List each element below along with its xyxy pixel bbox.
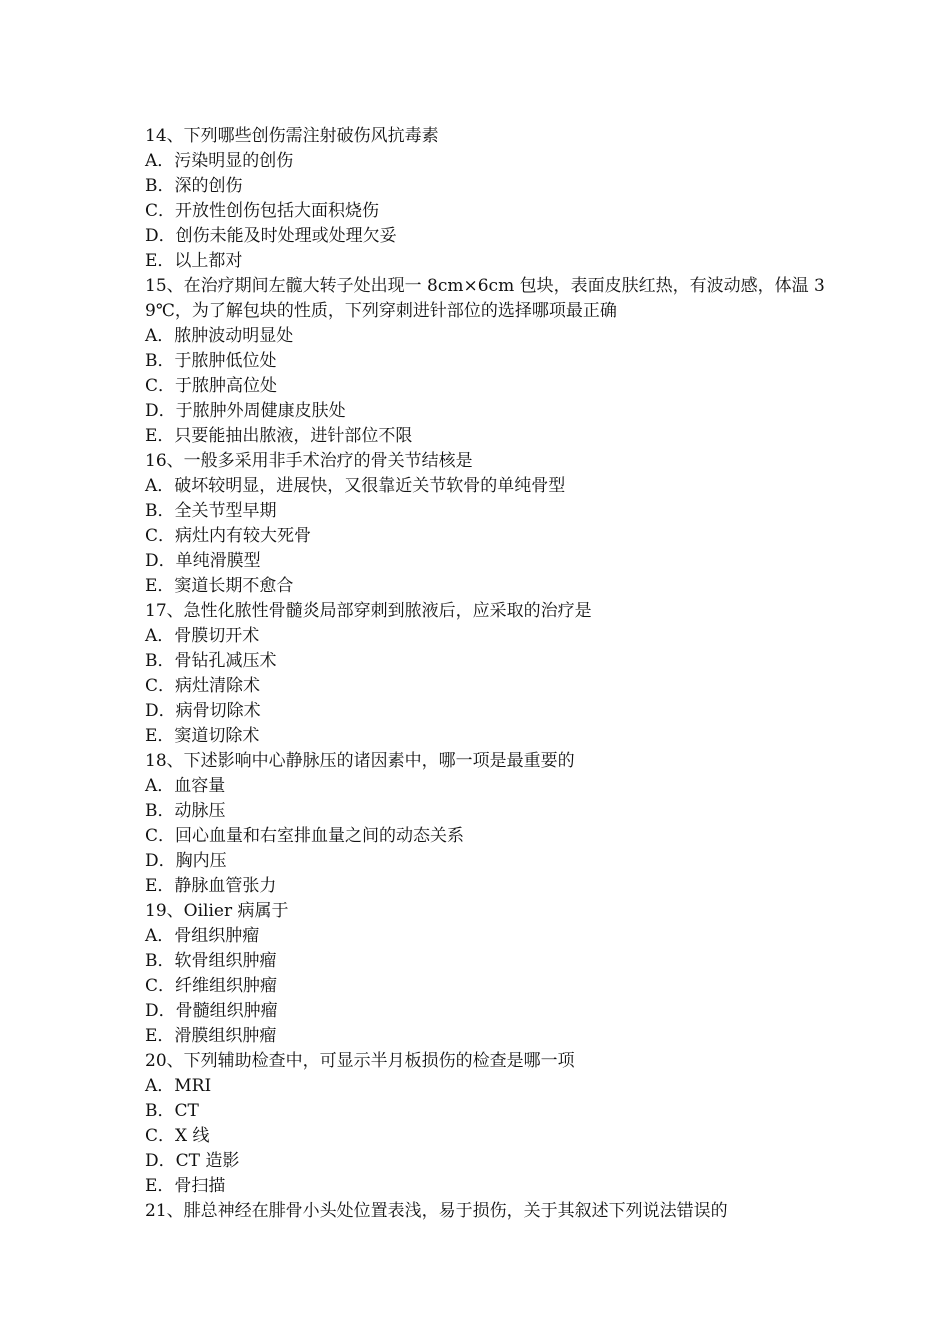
option-b: B．全关节型早期 bbox=[145, 501, 277, 521]
option-a: A．MRI bbox=[145, 1076, 212, 1096]
option-a: A．骨组织肿瘤 bbox=[145, 926, 260, 946]
option-e: E．只要能抽出脓液，进针部位不限 bbox=[145, 426, 413, 446]
option-c: C．于脓肿高位处 bbox=[145, 376, 278, 396]
option-b: B．动脉压 bbox=[145, 801, 226, 821]
option-c: C．病灶内有较大死骨 bbox=[145, 526, 312, 546]
question-16 bbox=[145, 449, 835, 599]
option-d: D．CT 造影 bbox=[145, 1151, 240, 1171]
option-d: D．骨髓组织肿瘤 bbox=[145, 1001, 278, 1021]
question-text: 16、一般多采用非手术治疗的骨关节结核是 bbox=[145, 451, 473, 471]
question-text: 19、Oilier 病属于 bbox=[145, 901, 289, 921]
option-a: A．脓肿波动明显处 bbox=[145, 326, 294, 346]
option-a: A．骨膜切开术 bbox=[145, 626, 260, 646]
option-d: D．单纯滑膜型 bbox=[145, 551, 261, 571]
option-b: B．骨钻孔减压术 bbox=[145, 651, 277, 671]
option-e: E．窦道切除术 bbox=[145, 726, 260, 746]
question-18 bbox=[145, 749, 835, 899]
question-text: 20、下列辅助检查中，可显示半月板损伤的检查是哪一项 bbox=[145, 1051, 575, 1071]
question-text: 18、下述影响中心静脉压的诸因素中，哪一项是最重要的 bbox=[145, 751, 575, 771]
option-c: C．X 线 bbox=[145, 1126, 210, 1146]
option-e: E．骨扫描 bbox=[145, 1176, 226, 1196]
question-text: 21、腓总神经在腓骨小头处位置表浅，易于损伤，关于其叙述下列说法错误的 bbox=[145, 1201, 728, 1221]
option-e: E．滑膜组织肿瘤 bbox=[145, 1026, 277, 1046]
option-a: A．破坏较明显，进展快，又很靠近关节软骨的单纯骨型 bbox=[145, 476, 566, 496]
option-e: E．以上都对 bbox=[145, 251, 243, 271]
option-d: D．胸内压 bbox=[145, 851, 227, 871]
option-b: B．深的创伤 bbox=[145, 176, 243, 196]
option-c: C．纤维组织肿瘤 bbox=[145, 976, 278, 996]
question-14 bbox=[145, 124, 835, 274]
option-b: B．于脓肿低位处 bbox=[145, 351, 277, 371]
question-list bbox=[145, 124, 835, 1224]
option-a: A．污染明显的创伤 bbox=[145, 151, 294, 171]
option-b: B．CT bbox=[145, 1101, 199, 1121]
option-e: E．静脉血管张力 bbox=[145, 876, 277, 896]
option-c: C．回心血量和右室排血量之间的动态关系 bbox=[145, 826, 465, 846]
option-e: E．窦道长期不愈合 bbox=[145, 576, 294, 596]
question-text: 17、急性化脓性骨髓炎局部穿刺到脓液后，应采取的治疗是 bbox=[145, 601, 592, 621]
option-d: D．创伤未能及时处理或处理欠妥 bbox=[145, 226, 397, 246]
question-15 bbox=[145, 274, 835, 449]
option-d: D．病骨切除术 bbox=[145, 701, 261, 721]
option-b: B．软骨组织肿瘤 bbox=[145, 951, 277, 971]
option-c: C．病灶清除术 bbox=[145, 676, 261, 696]
question-19 bbox=[145, 899, 835, 1049]
question-17 bbox=[145, 599, 835, 749]
option-d: D．于脓肿外周健康皮肤处 bbox=[145, 401, 346, 421]
question-text: 14、下列哪些创伤需注射破伤风抗毒素 bbox=[145, 126, 439, 146]
question-21 bbox=[145, 1199, 835, 1224]
question-20 bbox=[145, 1049, 835, 1199]
option-c: C．开放性创伤包括大面积烧伤 bbox=[145, 201, 380, 221]
option-a: A．血容量 bbox=[145, 776, 226, 796]
question-text: 15、在治疗期间左髋大转子处出现一 8cm×6cm 包块，表面皮肤红热，有波动感，体温 39℃，为了解包块的性质，下列穿刺进针部位的选择哪项最正确 bbox=[145, 276, 825, 321]
